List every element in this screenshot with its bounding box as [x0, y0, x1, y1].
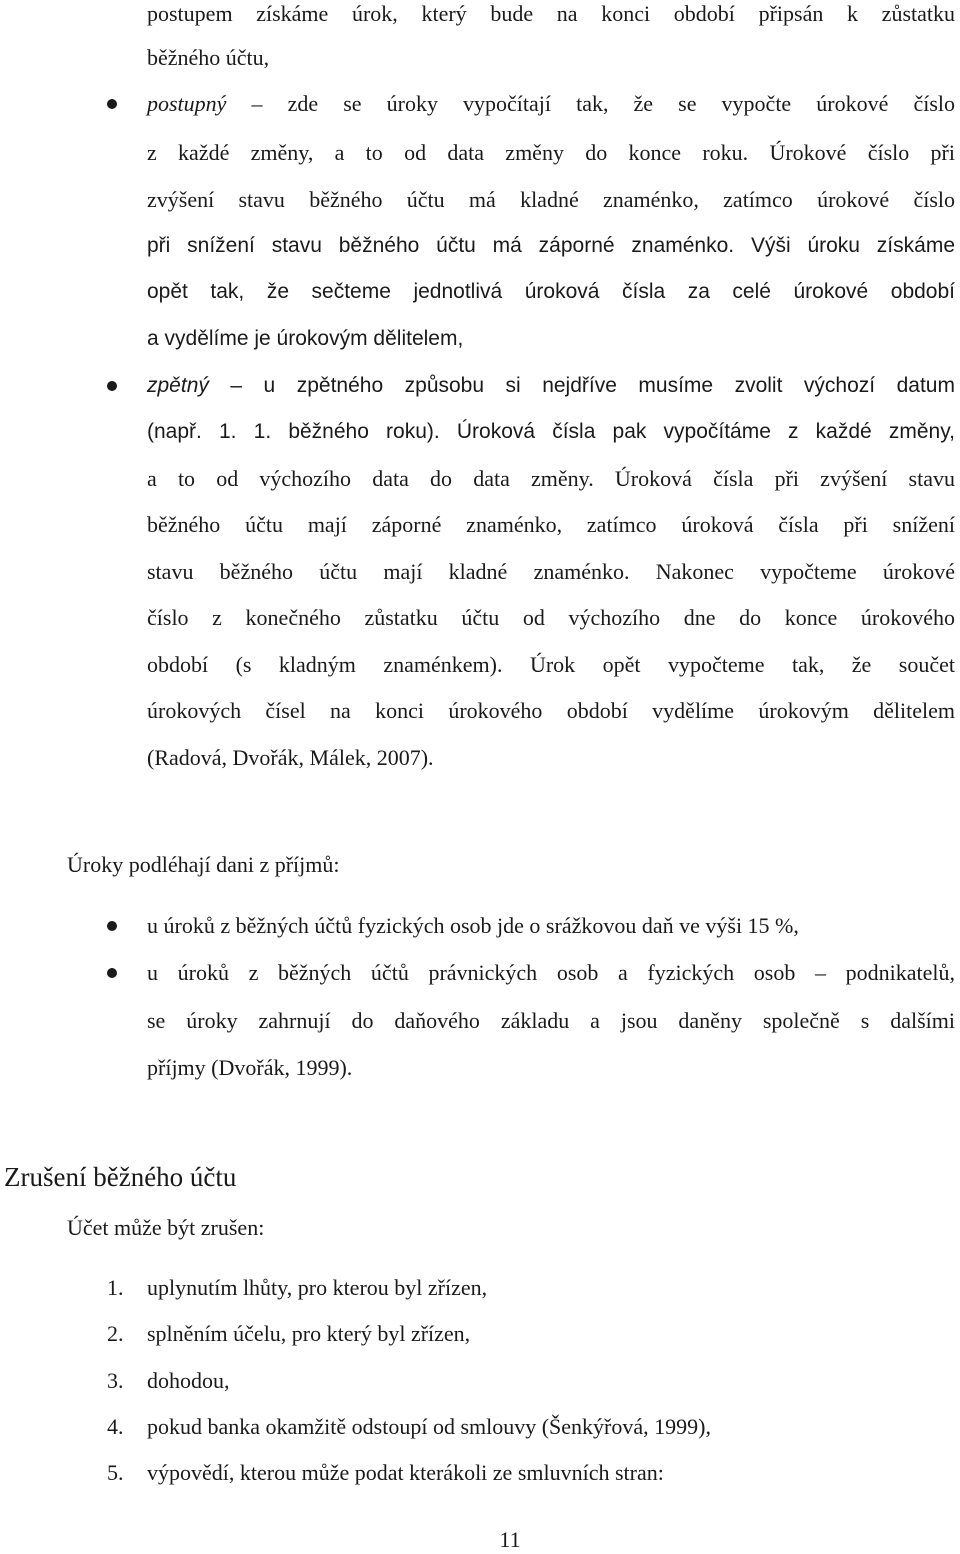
- section-heading: Zrušení běžného účtu: [4, 1162, 237, 1192]
- list-number: 2.: [107, 1321, 124, 1346]
- text-line: příjmy (Dvořák, 1999).: [147, 1055, 353, 1080]
- text-line: (např. 1. 1. běžného roku). Úroková čísla pak vypočítáme z každé změny,: [147, 420, 955, 443]
- text-line: období (s kladným znaménkem). Úrok opět vypočteme tak, že součet: [147, 652, 955, 677]
- text-line: se úroky zahrnují do daňového základu a jsou daněny společně s dalšími: [147, 1008, 955, 1033]
- text-line: stavu běžného účtu mají kladné znaménko. Nakonec vypočteme úrokové: [147, 559, 955, 584]
- text-span: – zde se úroky vypočítají tak, že se vypočte úrokové číslo: [251, 91, 955, 116]
- bullet-icon: [107, 968, 117, 978]
- bullet-zpetny-line: [147, 372, 955, 400]
- list-number: 4.: [107, 1414, 124, 1439]
- tax-bullet-line: u úroků z běžných účtů fyzických osob jde o srážkovou daň ve výši 15 %,: [147, 913, 799, 938]
- bullet-postupny-line: [147, 90, 955, 118]
- list-item: dohodou,: [147, 1368, 230, 1393]
- list-item: pokud banka okamžitě odstoupí od smlouvy (Šenkýřová, 1999),: [147, 1414, 711, 1439]
- text-line: (Radová, Dvořák, Málek, 2007).: [147, 745, 434, 770]
- text-line: a to od výchozího data do data změny. Úroková čísla při zvýšení stavu: [147, 466, 955, 491]
- bullet-icon: [107, 99, 117, 109]
- list-number: 1.: [107, 1275, 124, 1300]
- list-number: 3.: [107, 1368, 124, 1393]
- section-intro: Účet může být zrušen:: [67, 1215, 265, 1240]
- text-line: opět tak, že sečteme jednotlivá úroková čísla za celé úrokové období: [147, 280, 955, 303]
- term-zpetny: zpětný: [147, 374, 209, 397]
- tax-bullet-line: u úroků z běžných účtů právnických osob a fyzických osob – podnikatelů,: [147, 960, 955, 985]
- text-line: úrokových čísel na konci úrokového období vydělíme úrokovým dělitelem: [147, 698, 955, 723]
- bullet-icon: [107, 921, 117, 931]
- text-line: z každé změny, a to od data změny do konce roku. Úrokové číslo při: [147, 140, 955, 165]
- text-span: – u zpětného způsobu si nejdříve musíme zvolit výchozí datum: [230, 374, 955, 397]
- list-number: 5.: [107, 1460, 124, 1485]
- text-line: postupem získáme úrok, který bude na konci období připsán k zůstatku: [147, 1, 955, 26]
- term-postupny: postupný: [147, 91, 227, 116]
- text-line: běžného účtu mají záporné znaménko, zatímco úroková čísla při snížení: [147, 512, 955, 537]
- text-line: běžného účtu,: [147, 45, 270, 70]
- text-line: při snížení stavu běžného účtu má záporné znaménko. Výši úroku získáme: [147, 234, 955, 257]
- page-number: 11: [499, 1527, 521, 1552]
- tax-intro: Úroky podléhají dani z příjmů:: [67, 852, 340, 877]
- list-item: výpovědí, kterou může podat kterákoli ze smluvních stran:: [147, 1460, 664, 1485]
- bullet-icon: [107, 381, 117, 391]
- text-line: a vydělíme je úrokovým dělitelem,: [147, 327, 464, 350]
- list-item: uplynutím lhůty, pro kterou byl zřízen,: [147, 1275, 488, 1300]
- text-line: číslo z konečného zůstatku účtu od výchozího dne do konce úrokového: [147, 605, 955, 630]
- text-line: zvýšení stavu běžného účtu má kladné znaménko, zatímco úrokové číslo: [147, 187, 955, 212]
- list-item: splněním účelu, pro který byl zřízen,: [147, 1321, 471, 1346]
